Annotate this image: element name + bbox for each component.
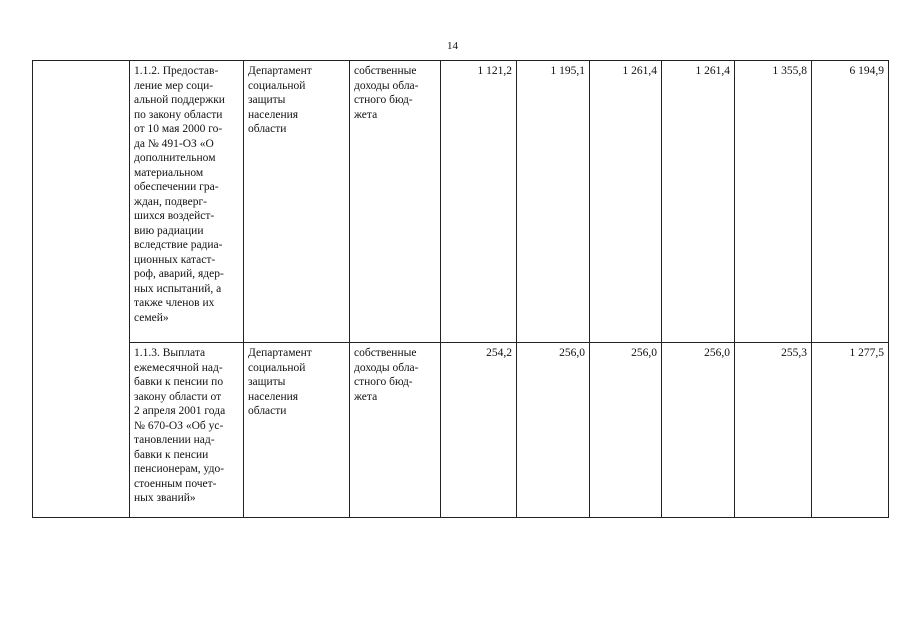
- funding-source-line: жета: [354, 108, 378, 121]
- measure-line: № 670-ОЗ «Об ус-: [134, 419, 224, 432]
- executor-cell: [244, 343, 350, 518]
- measure-line: семей»: [134, 311, 169, 324]
- measure-line: закону области от: [134, 390, 222, 403]
- funding-source-cell: [350, 343, 441, 518]
- value-cell: 1 121,2: [441, 61, 517, 343]
- measure-line: ных испытаний, а: [134, 282, 222, 295]
- executor-line: области: [248, 405, 287, 417]
- executor-line: защиты: [248, 376, 286, 388]
- table-row: [33, 61, 889, 343]
- executor-line: Департамент: [248, 347, 312, 359]
- measure-line: 2 апреля 2001 года: [134, 405, 226, 417]
- measure-cell: [130, 61, 244, 343]
- value-cell: 256,0: [662, 343, 735, 518]
- measure-line: ционных катаст-: [134, 253, 216, 266]
- measure-line: стоенным почет-: [134, 477, 217, 490]
- funding-source-line: стного бюд-: [354, 376, 413, 388]
- funding-source-line: собственные: [354, 65, 417, 77]
- measure-line: 1.1.2. Предостав-: [134, 65, 219, 77]
- executor-cell: [244, 61, 350, 343]
- executor-line: населения: [248, 108, 299, 121]
- total-value-cell: 6 194,9: [812, 61, 889, 343]
- measure-line: ждан, подверг-: [134, 195, 207, 208]
- value-cell: 255,3: [735, 343, 812, 518]
- value-cell: 1 261,4: [590, 61, 662, 343]
- measure-line: от 10 мая 2000 го-: [134, 123, 223, 135]
- funding-source-line: стного бюд-: [354, 94, 413, 106]
- measure-line: обеспечении гра-: [134, 181, 219, 193]
- funding-source-line: доходы обла-: [354, 361, 419, 374]
- value-cell: 254,2: [441, 343, 517, 518]
- funding-source-cell: [350, 61, 441, 343]
- measure-line: материальном: [134, 166, 204, 179]
- funding-source-line: жета: [354, 390, 378, 403]
- funding-source-line: собственные: [354, 347, 417, 359]
- measure-line: роф, аварий, ядер-: [134, 268, 224, 280]
- value-cell: 256,0: [517, 343, 590, 518]
- measure-line: вию радиации: [134, 224, 204, 237]
- measure-line: по закону области: [134, 108, 223, 121]
- value-cell: 1 195,1: [517, 61, 590, 343]
- executor-line: социальной: [248, 79, 306, 92]
- measure-cell: [130, 343, 244, 518]
- measure-line: альной поддержки: [134, 94, 225, 106]
- executor-line: области: [248, 123, 287, 135]
- value-cell: 256,0: [590, 343, 662, 518]
- executor-line: защиты: [248, 94, 286, 106]
- measure-line: ежемесячной над-: [134, 361, 223, 374]
- measure-line: 1.1.3. Выплата: [134, 347, 206, 359]
- executor-line: Департамент: [248, 65, 312, 77]
- measure-line: да № 491-ОЗ «О: [134, 137, 214, 150]
- value-cell: 1 355,8: [735, 61, 812, 343]
- executor-line: населения: [248, 390, 299, 403]
- measure-line: вследствие радиа-: [134, 239, 223, 251]
- total-value-cell: 1 277,5: [812, 343, 889, 518]
- measure-line: бавки к пенсии: [134, 448, 209, 461]
- table-row: [33, 343, 889, 518]
- executor-line: социальной: [248, 361, 306, 374]
- budget-table: [32, 60, 889, 518]
- funding-source-line: доходы обла-: [354, 79, 419, 92]
- measure-line: дополнительном: [134, 152, 216, 164]
- measure-line: шихся воздейст-: [134, 210, 215, 222]
- measure-line: также членов их: [134, 297, 215, 309]
- empty-section-cell: [33, 61, 130, 518]
- measure-line: ных званий»: [134, 492, 196, 504]
- page-number: 14: [447, 40, 458, 52]
- measure-line: тановлении над-: [134, 434, 215, 446]
- measure-line: бавки к пенсии по: [134, 376, 224, 388]
- measure-line: ление мер соци-: [134, 79, 214, 92]
- measure-line: пенсионерам, удо-: [134, 463, 225, 475]
- value-cell: 1 261,4: [662, 61, 735, 343]
